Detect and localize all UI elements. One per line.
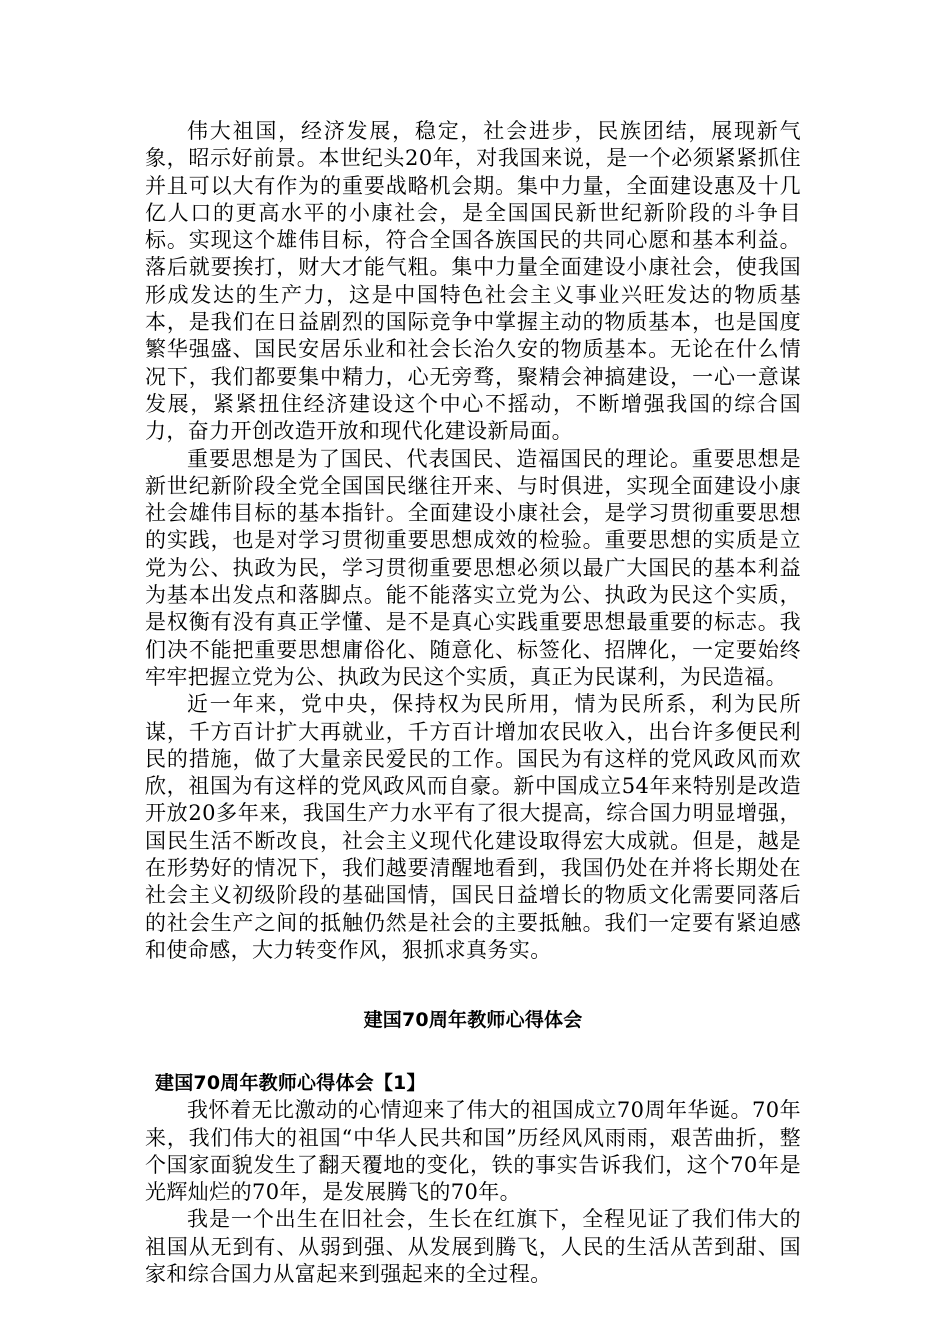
- section-heading: 建国70周年教师心得体会【1】: [155, 1072, 426, 1095]
- body-paragraph: 我怀着无比激动的心情迎来了伟大的祖国成立70周年华诞。70年来，我们伟大的祖国“中华人民共和国”历经风风雨雨，艰苦曲折，整个国家面貌发生了翻天覆地的变化，铁的事实告诉我们，这个70年是光辉灿烂的70年，是发展腾飞的70年。: [145, 1098, 801, 1205]
- document-title: 建国70周年教师心得体会: [363, 1009, 583, 1032]
- body-paragraph: 我是一个出生在旧社会，生长在红旗下，全程见证了我们伟大的祖国从无到有、从弱到强、从发展到腾飞，人民的生活从苦到甜、国家和综合国力从富起来到强起来的全过程。: [145, 1207, 801, 1286]
- document-page: [145, 118, 801, 1288]
- body-paragraph: 重要思想是为了国民、代表国民、造福国民的理论。重要思想是新世纪新阶段全党全国国民继往开来、与时俱进，实现全面建设小康社会雄伟目标的基本指针。全面建设小康社会，是学习贯彻重要思想的实践，也是对学习贯彻重要思想成效的检验。重要思想的实质是立党为公、执政为民，学习贯彻重要思想必须以最广大国民的基本利益为基本出发点和落脚点。能不能落实立党为公、执政为民这个实质，是权衡有没有真正学懂、是不是真心实践重要思想最重要的标志。我们决不能把重要思想庸俗化、随意化、标签化、招牌化，一定要始终牢牢把握立党为公、执政为民这个实质，真正为民谋利，为民造福。: [145, 446, 801, 689]
- body-paragraph: 近一年来，党中央，保持权为民所用，情为民所系，利为民所谋，千方百计扩大再就业，千方百计增加农民收入，出台许多便民利民的措施，做了大量亲民爱民的工作。国民为有这样的党风政风而欢欣，祖国为有这样的党风政风而自豪。新中国成立54年来特别是改造开放20多年来，我国生产力水平有了很大提高，综合国力明显增强，国民生活不断改良，社会主义现代化建设取得宏大成就。但是，越是在形势好的情况下，我们越要清醒地看到，我国仍处在并将长期处在社会主义初级阶段的基础国情，国民日益增长的物质文化需要同落后的社会生产之间的抵触仍然是社会的主要抵触。我们一定要有紧迫感和使命感，大力转变作风，狠抓求真务实。: [145, 692, 801, 962]
- body-paragraph: 伟大祖国，经济发展，稳定，社会进步，民族团结，展现新气象，昭示好前景。本世纪头20年，对我国来说，是一个必须紧紧抓住并且可以大有作为的重要战略机会期。集中力量，全面建设惠及十几亿人口的更高水平的小康社会，是全国国民新世纪新阶段的斗争目标。实现这个雄伟目标，符合全国各族国民的共同心愿和基本利益。落后就要挨打，财大才能气粗。集中力量全面建设小康社会，使我国形成发达的生产力，这是中国特色社会主义事业兴旺发达的物质基本，是我们在日益剧烈的国际竞争中掌握主动的物质基本，也是国度繁华强盛、国民安居乐业和社会长治久安的物质基本。无论在什么情况下，我们都要集中精力，心无旁骛，聚精会神搞建设，一心一意谋发展，紧紧扭住经济建设这个中心不摇动，不断增强我国的综合国力，奋力开创改造开放和现代化建设新局面。: [145, 119, 801, 444]
